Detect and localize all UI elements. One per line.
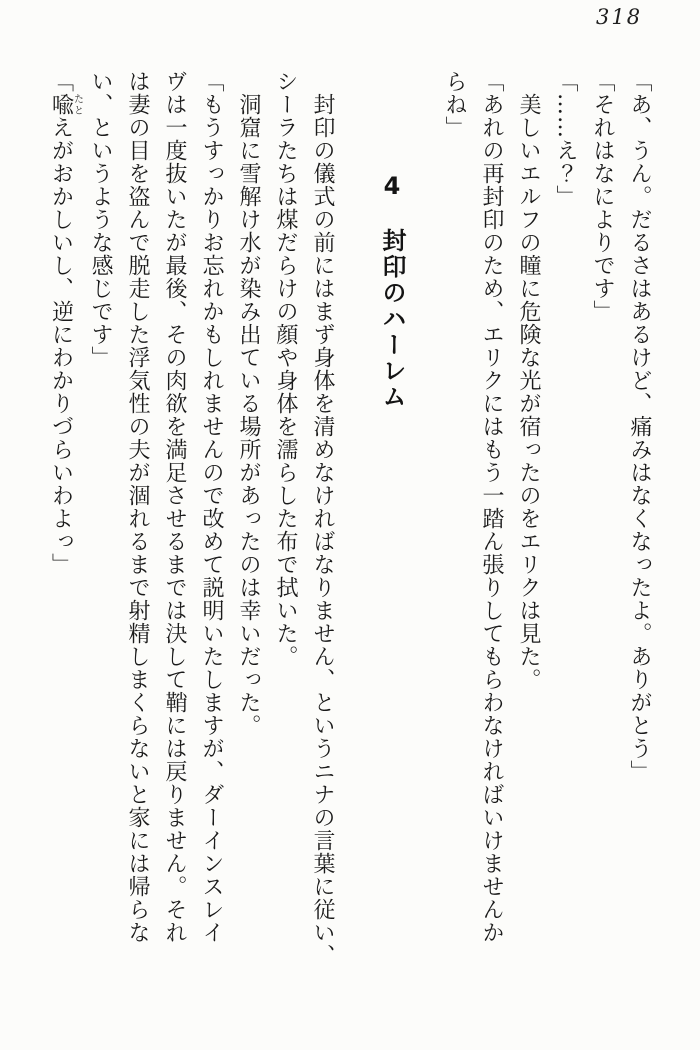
text-column: 美しいエルフの瞳に危険な光が宿ったのをエリクは見た。 [516,70,541,691]
text-column: 「それはなによりです」 [590,70,615,323]
vertical-text-flow [43,70,659,982]
text-column: 「……え？」 [553,70,578,208]
furigana-ruby: 喩たと [48,93,83,116]
text-column: ヴは一度抜いたが最後、その肉欲を満足させるまでは決して鞘には戻りません。それ [162,70,187,944]
text-column: は妻の目を盗んで脱走した浮気性の夫が涸れるまで射精しまくらないと家には帰らな [125,70,150,944]
text-column: らね」 [442,70,467,139]
chapter-heading: 4 封印のハーレム [378,172,406,410]
page-number: 318 [596,5,643,29]
furigana-reading: たと [71,93,83,116]
text-column: 「もうすっかりお忘れかもしれませんので改めて説明いたしますが、ダーインスレイ [199,70,224,944]
text-column: い、というような感じです」 [88,70,113,369]
text-column: シーラたちは煤だらけの顔や身体を濡らした布で拭いた。 [273,70,298,668]
text-column: 「喩たとえがおかしいし、逆にわかりづらいわよっ」 [48,70,83,576]
text-column: 「あ、うん。だるさはあるけど、痛みはなくなったよ。ありがとう」 [627,70,652,783]
text-column: 洞窟に雪解け水が染み出ている場所があったのは幸いだった。 [236,70,261,737]
text-column: 封印の儀式の前にはまず身体を清めなければなりません、というニナの言葉に従い、 [310,70,335,967]
text-column: 「あれの再封印のため、エリクにはもう一踏ん張りしてもらわなければいけませんか [479,70,504,944]
